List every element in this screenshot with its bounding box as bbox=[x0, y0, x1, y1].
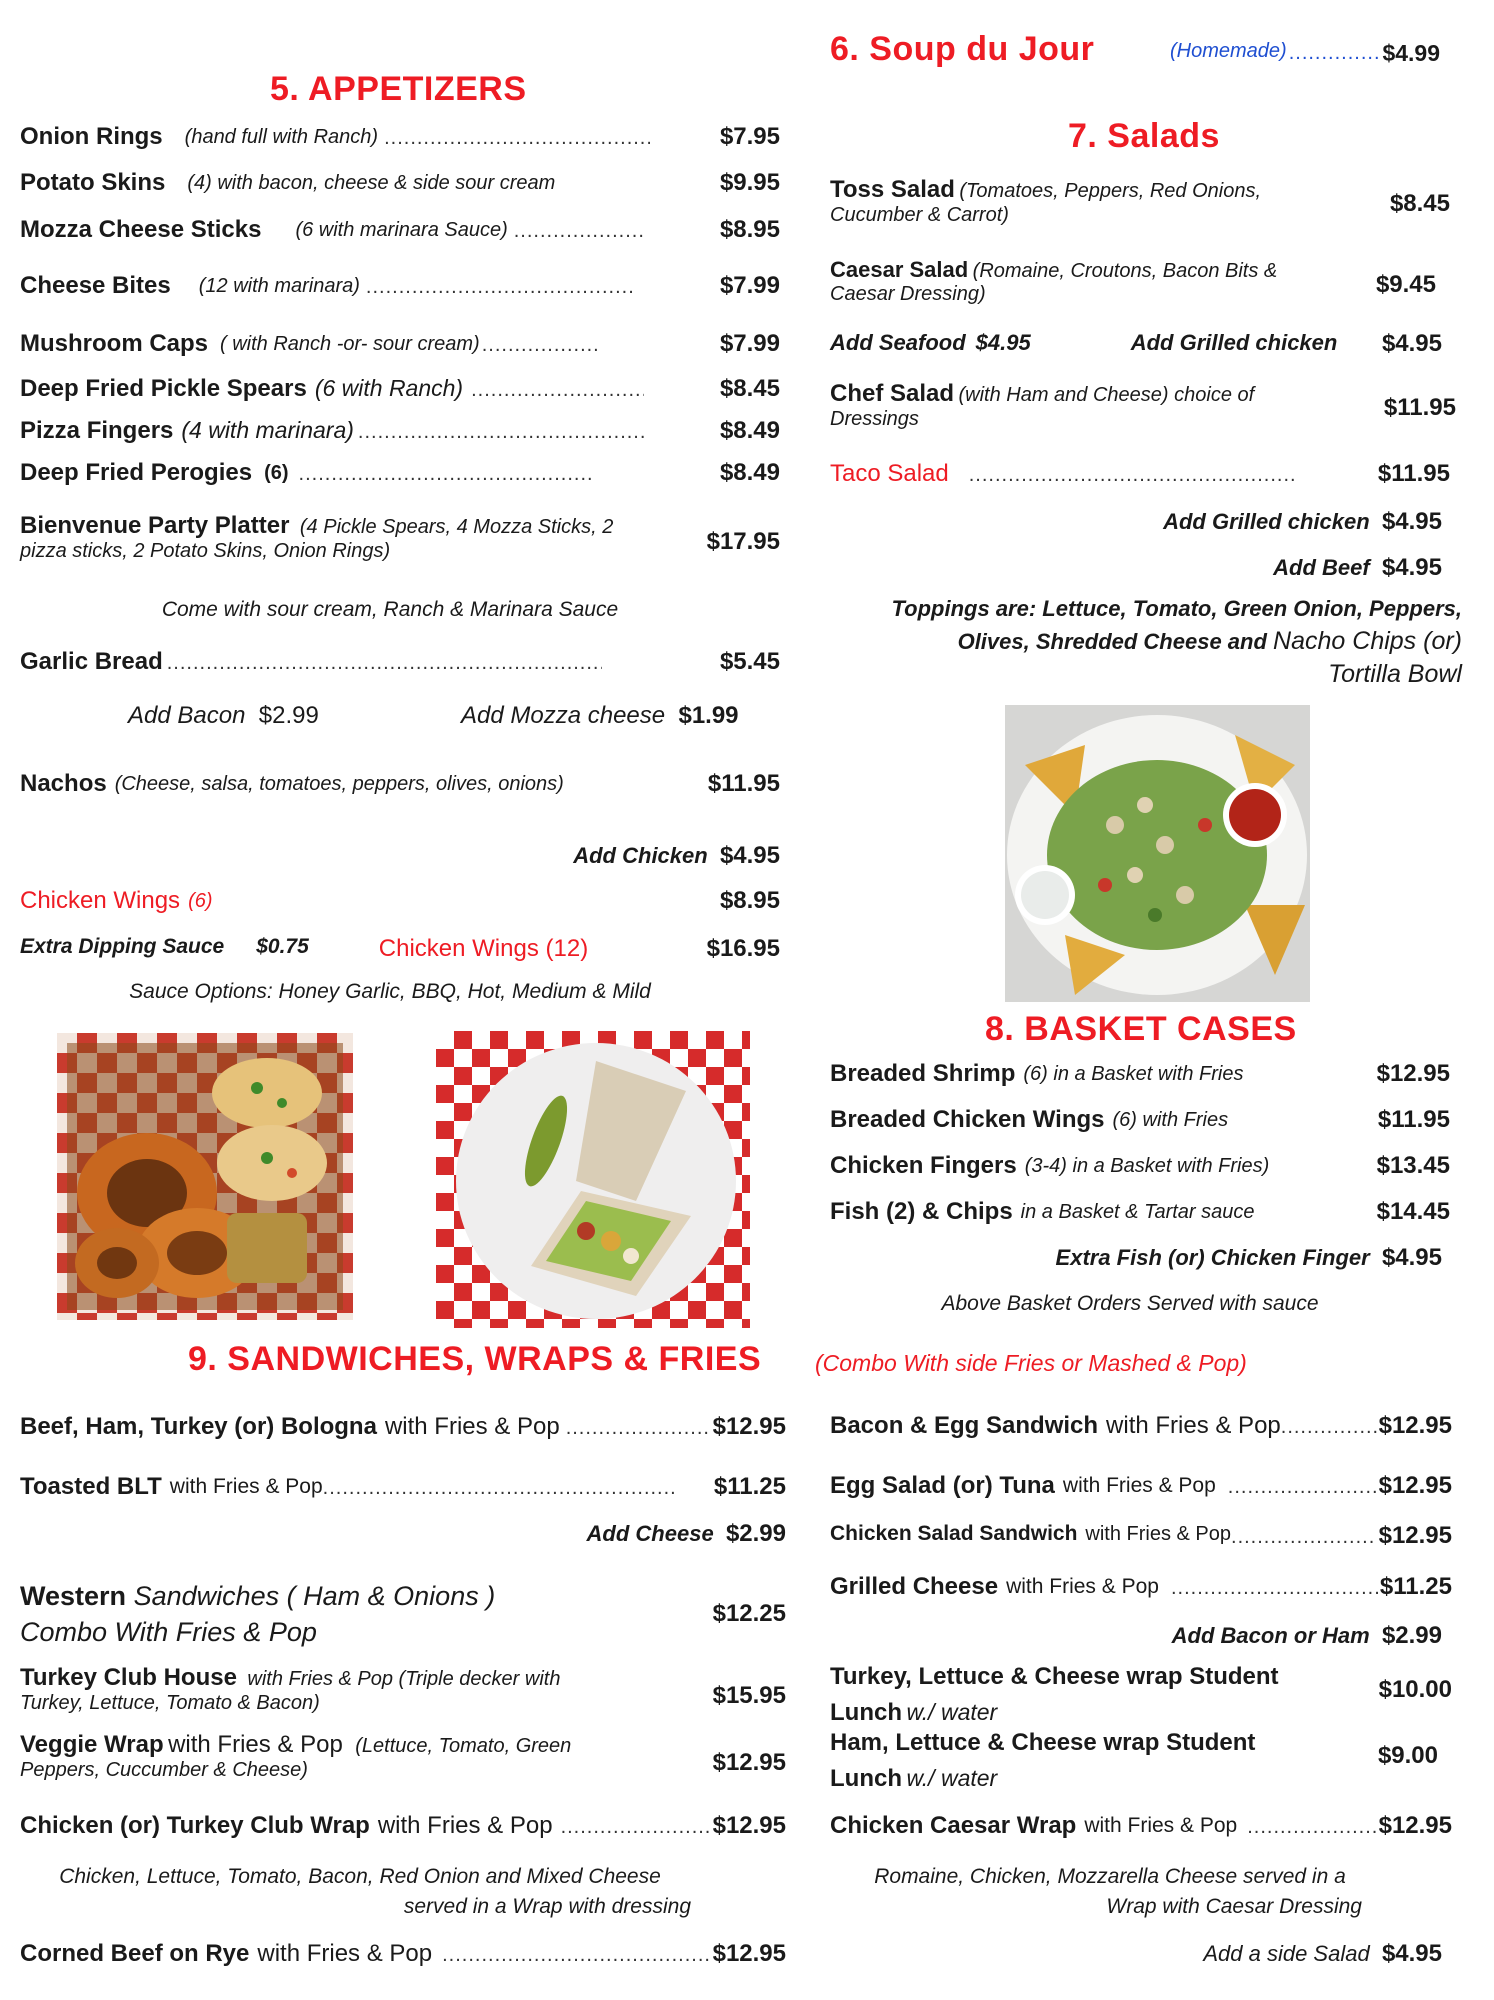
sandwich-chicken-salad: Chicken Salad Sandwich with Fries & Pop ..... $12.95 bbox=[830, 1522, 1452, 1550]
club-wrap-note-2: served in a Wrap with dressing bbox=[403, 1895, 691, 1918]
salad-caesar: Caesar Salad (Romaine, Croutons, Bacon Bits & Caesar Dressing) $9.45 bbox=[830, 257, 1436, 305]
soup-title: 6. Soup du Jour bbox=[830, 30, 1095, 68]
wrap-turkey-student: Turkey, Lettuce & Cheese wrap Student Lunch w./ water $10.00 bbox=[830, 1663, 1452, 1726]
menu-item-nachos: Nachos (Cheese, salsa, tomatoes, peppers, olives, onions) $11.95 bbox=[20, 770, 780, 797]
menu-item-party-platter: Bienvenue Party Platter (4 Pickle Spears, 4 Mozza Sticks, 2 pizza sticks, 2 Potato Skins, Onion Rings) $17.95 bbox=[20, 512, 780, 562]
basket-extra: Extra Fish (or) Chicken Finger $4.95 bbox=[1055, 1244, 1442, 1271]
combo-note: (Combo With side Fries or Mashed & Pop) bbox=[815, 1350, 1247, 1376]
salads-title: 7. Salads bbox=[1068, 117, 1220, 155]
menu-item-cheese-bites: Cheese Bites (12 with marinara) ..... $7.99 bbox=[20, 272, 780, 300]
menu-item-pizza-fingers: Pizza Fingers (4 with marinara) ..... $8.49 bbox=[20, 417, 780, 445]
menu-item-perogies: Deep Fried Perogies (6) ..... $8.49 bbox=[20, 459, 780, 487]
onion-rings-photo bbox=[57, 1033, 353, 1320]
wrap-photo bbox=[436, 1031, 750, 1328]
salad-taco: Taco Salad ..... $11.95 bbox=[830, 460, 1450, 488]
soup-price-line: (Homemade) ..... $4.99 bbox=[1170, 40, 1440, 67]
taco-salad-photo bbox=[1005, 705, 1310, 1002]
wrap-chicken-caesar: Chicken Caesar Wrap with Fries & Pop ..... $12.95 bbox=[830, 1812, 1452, 1840]
menu-item-wings-6: Chicken Wings (6) $8.95 bbox=[20, 887, 780, 914]
menu-item-potato-skins: Potato Skins (4) with bacon, cheese & side sour cream $9.95 bbox=[20, 169, 780, 196]
add-mozza: Add Mozza cheese $1.99 bbox=[461, 702, 739, 729]
menu-item-pickle-spears: Deep Fried Pickle Spears (6 with Ranch) ..... $8.45 bbox=[20, 375, 780, 403]
basket-note: Above Basket Orders Served with sauce bbox=[941, 1292, 1319, 1315]
menu-item-mozza-sticks: Mozza Cheese Sticks (6 with marinara Sauce) ..... $8.95 bbox=[20, 216, 780, 244]
sandwich-veggie-wrap: Veggie Wrap with Fries & Pop (Lettuce, Tomato, Green Peppers, Cuccumber & Cheese) $12.95 bbox=[20, 1731, 786, 1781]
toppings-line-2: Olives, Shredded Cheese and Nacho Chips (or) bbox=[957, 627, 1462, 655]
add-cheese: Add Cheese $2.99 bbox=[586, 1520, 786, 1547]
sandwich-beef-ham: Beef, Ham, Turkey (or) Bologna with Fries & Pop ..... $12.95 bbox=[20, 1413, 786, 1441]
add-bacon: Add Bacon $2.99 bbox=[128, 702, 319, 729]
sandwich-western: Western Sandwiches ( Ham & Onions ) Combo With Fries & Pop $12.25 bbox=[20, 1581, 786, 1647]
menu-item-garlic-bread: Garlic Bread ..... $5.45 bbox=[20, 648, 780, 676]
sandwich-bacon-egg: Bacon & Egg Sandwich with Fries & Pop ..... $12.95 bbox=[830, 1412, 1452, 1440]
menu-item-wings-12: Extra Dipping Sauce $0.75 Chicken Wings (12) $16.95 bbox=[20, 935, 780, 962]
add-chicken: Add Chicken $4.95 bbox=[573, 842, 780, 869]
toppings-line-3: Tortilla Bowl bbox=[1328, 660, 1462, 688]
salad-add-beef: Add Beef $4.95 bbox=[1273, 554, 1442, 581]
baskets-title: 8. BASKET CASES bbox=[985, 1010, 1297, 1048]
sandwich-egg-salad: Egg Salad (or) Tuna with Fries & Pop ..... $12.95 bbox=[830, 1472, 1452, 1500]
salad-addons-1: Add Seafood $4.95 Add Grilled chicken $4.95 bbox=[830, 330, 1442, 357]
menu-item-mushroom-caps: Mushroom Caps ( with Ranch -or- sour cream) ..... $7.99 bbox=[20, 330, 780, 358]
salad-toss: Toss Salad (Tomatoes, Peppers, Red Onions, Cucumber & Carrot) $8.45 bbox=[830, 176, 1450, 226]
sauce-options-note: Sauce Options: Honey Garlic, BBQ, Hot, Medium & Mild bbox=[129, 980, 651, 1003]
caesar-wrap-note-1: Romaine, Chicken, Mozzarella Cheese served in a bbox=[874, 1865, 1346, 1888]
sandwich-club-wrap: Chicken (or) Turkey Club Wrap with Fries & Pop ..... $12.95 bbox=[20, 1812, 786, 1840]
wrap-ham-student: Ham, Lettuce & Cheese wrap Student Lunch w./ water $9.00 bbox=[830, 1729, 1438, 1792]
platter-note: Come with sour cream, Ranch & Marinara Sauce bbox=[161, 598, 619, 621]
add-bacon-or-ham: Add Bacon or Ham $2.99 bbox=[1171, 1622, 1442, 1649]
salad-add-grilled-2: Add Grilled chicken $4.95 bbox=[1163, 508, 1442, 535]
salad-chef: Chef Salad (with Ham and Cheese) choice of Dressings $11.95 bbox=[830, 380, 1456, 430]
club-wrap-note-1: Chicken, Lettuce, Tomato, Bacon, Red Onion and Mixed Cheese bbox=[59, 1865, 661, 1888]
basket-item: Chicken Fingers (3-4) in a Basket with Fries) $13.45 bbox=[830, 1152, 1450, 1179]
basket-item: Breaded Shrimp (6) in a Basket with Fries $12.95 bbox=[830, 1060, 1450, 1087]
appetizers-title: 5. APPETIZERS bbox=[270, 70, 527, 108]
sandwiches-title: 9. SANDWICHES, WRAPS & FRIES bbox=[188, 1340, 762, 1378]
caesar-wrap-note-2: Wrap with Caesar Dressing bbox=[1106, 1895, 1362, 1918]
menu-item-onion-rings: Onion Rings (hand full with Ranch) ..... $7.95 bbox=[20, 123, 780, 151]
sandwich-corned-beef: Corned Beef on Rye with Fries & Pop ..... $12.95 bbox=[20, 1940, 786, 1968]
sandwich-blt: Toasted BLT with Fries & Pop ..... $11.25 bbox=[20, 1473, 786, 1501]
sandwich-turkey-club: Turkey Club House with Fries & Pop (Triple decker with Turkey, Lettuce, Tomato & Bacon) $15.95 bbox=[20, 1664, 786, 1714]
toppings-line-1: Toppings are: Lettuce, Tomato, Green Onion, Peppers, bbox=[891, 596, 1462, 621]
basket-item: Fish (2) & Chips in a Basket & Tartar sauce $14.45 bbox=[830, 1198, 1450, 1225]
add-side-salad: Add a side Salad $4.95 bbox=[1203, 1940, 1442, 1967]
basket-item: Breaded Chicken Wings (6) with Fries $11.95 bbox=[830, 1106, 1450, 1133]
sandwich-grilled-cheese: Grilled Cheese with Fries & Pop ..... $11.25 bbox=[830, 1573, 1452, 1601]
